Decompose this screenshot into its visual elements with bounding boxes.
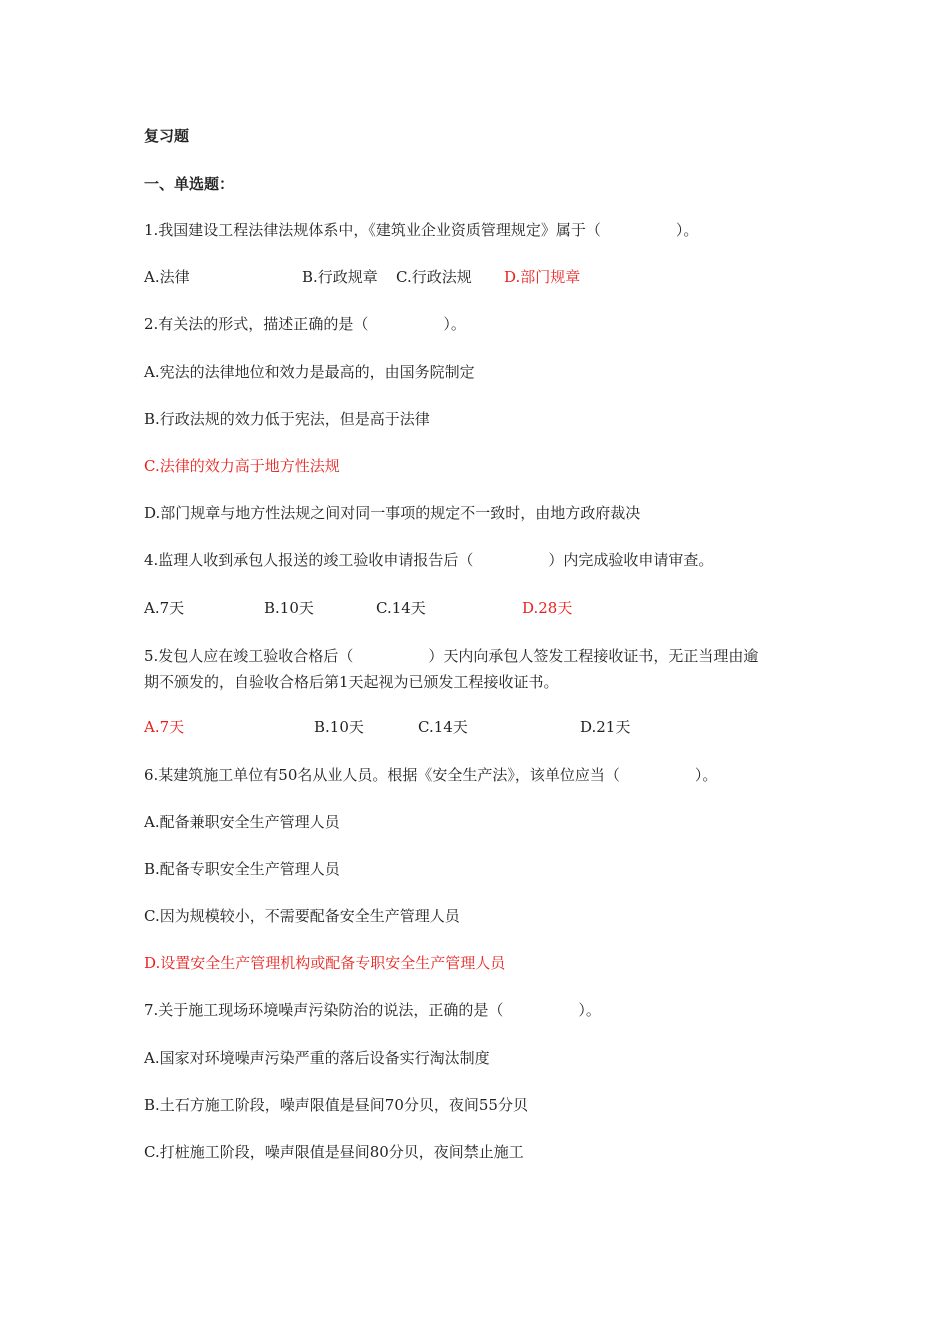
question-2-option-c-answer: C.法律的效力高于地方性法规 xyxy=(144,457,340,475)
question-5-stem-line-2: 期不颁发的，自验收合格后第1天起视为已颁发工程接收证书。 xyxy=(144,673,559,691)
question-1-option-b: B.行政规章 xyxy=(302,268,378,286)
question-5-option-b: B.10天 xyxy=(314,718,364,736)
question-1-stem: 1.我国建设工程法律法规体系中，《建筑业企业资质管理规定》属于（ ）。 xyxy=(144,221,699,239)
question-4-option-c: C.14天 xyxy=(376,599,426,617)
question-1-options xyxy=(144,264,844,291)
question-5-stem-line-1: 5.发包人应在竣工验收合格后（ ）天内向承包人签发工程接收证书，无正当理由逾 xyxy=(144,647,759,665)
question-1-option-a: A.法律 xyxy=(144,268,190,286)
question-1-option-d-answer: D.部门规章 xyxy=(504,268,581,286)
question-6-option-d-answer: D.设置安全生产管理机构或配备专职安全生产管理人员 xyxy=(144,954,506,972)
question-5-option-c: C.14天 xyxy=(418,718,468,736)
question-2-option-b: B.行政法规的效力低于宪法，但是高于法律 xyxy=(144,410,430,428)
document-title: 复习题 xyxy=(144,127,190,145)
question-5-options xyxy=(144,714,844,741)
question-5-option-d: D.21天 xyxy=(580,718,631,736)
question-1-option-c: C.行政法规 xyxy=(396,268,472,286)
question-7-option-a: A.国家对环境噪声污染严重的落后设备实行淘汰制度 xyxy=(144,1049,490,1067)
question-6-option-c: C.因为规模较小，不需要配备安全生产管理人员 xyxy=(144,907,460,925)
question-6-option-b: B.配备专职安全生产管理人员 xyxy=(144,860,340,878)
question-2-option-d: D.部门规章与地方性法规之间对同一事项的规定不一致时，由地方政府裁决 xyxy=(144,504,641,522)
question-2-option-a: A.宪法的法律地位和效力是最高的，由国务院制定 xyxy=(144,363,475,381)
question-7-stem: 7.关于施工现场环境噪声污染防治的说法，正确的是（ ）。 xyxy=(144,1001,601,1019)
question-6-option-a: A.配备兼职安全生产管理人员 xyxy=(144,813,340,831)
question-4-options xyxy=(144,595,844,622)
question-2-stem: 2.有关法的形式，描述正确的是（ ）。 xyxy=(144,315,466,333)
question-4-stem: 4.监理人收到承包人报送的竣工验收申请报告后（ ）内完成验收申请审查。 xyxy=(144,551,714,569)
question-5-option-a-answer: A.7天 xyxy=(144,718,185,736)
question-7-option-b: B.土石方施工阶段，噪声限值是昼间70分贝，夜间55分贝 xyxy=(144,1096,528,1114)
question-7-option-c: C.打桩施工阶段，噪声限值是昼间80分贝，夜间禁止施工 xyxy=(144,1143,524,1161)
question-4-option-d-answer: D.28天 xyxy=(522,599,573,617)
question-6-stem: 6.某建筑施工单位有50名从业人员。根据《安全生产法》，该单位应当（ ）。 xyxy=(144,766,718,784)
question-4-option-b: B.10天 xyxy=(264,599,314,617)
section-heading: 一、单选题： xyxy=(144,175,235,193)
question-4-option-a: A.7天 xyxy=(144,599,185,617)
